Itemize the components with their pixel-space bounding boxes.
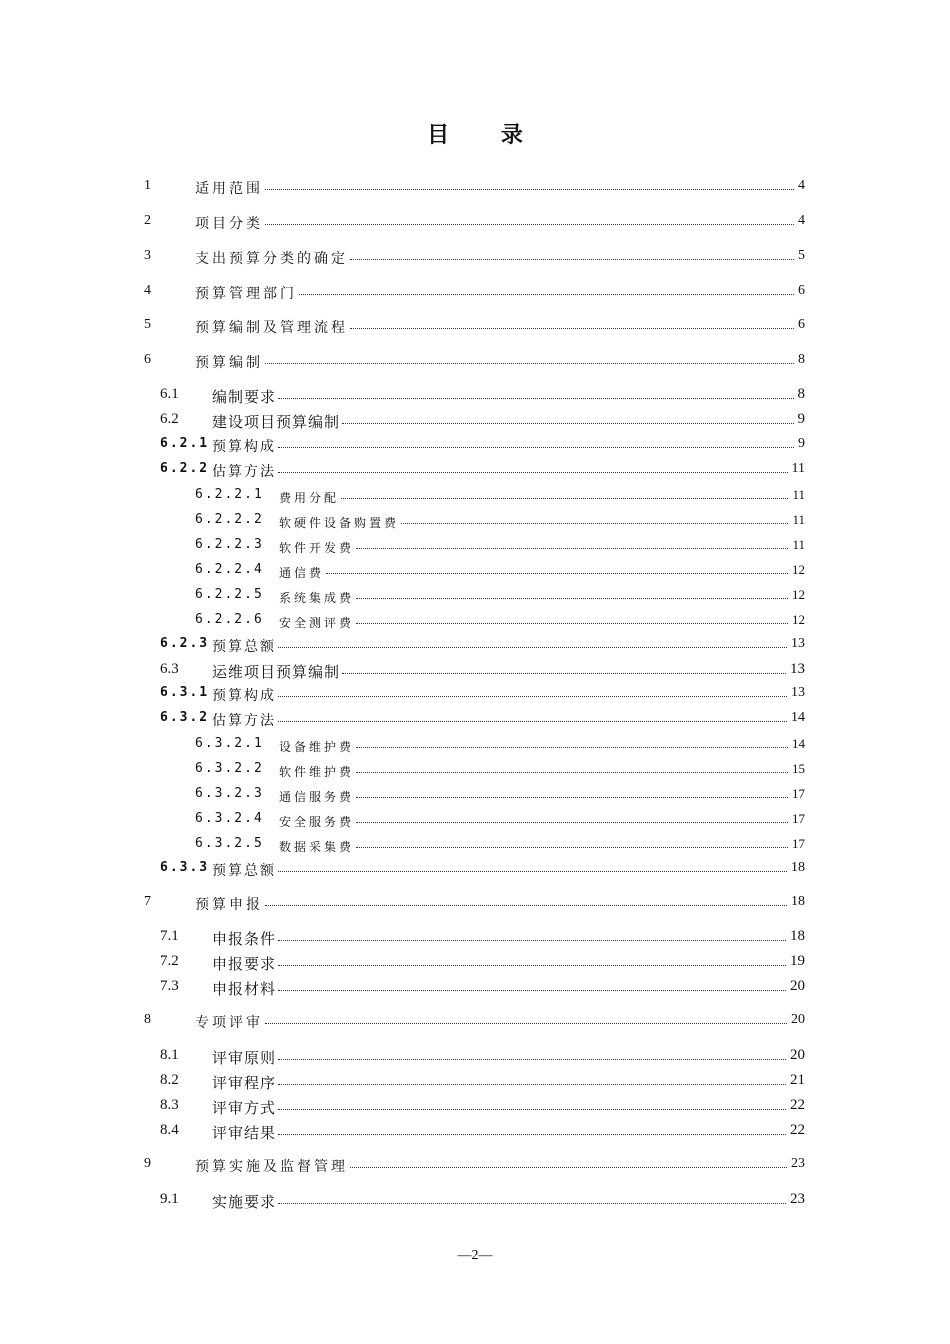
toc-entry-number: 7.2 (160, 953, 179, 969)
toc-entry-page-number: 17 (792, 811, 805, 826)
dot-leader (326, 559, 788, 574)
toc-entry-page-number: 18 (791, 860, 805, 875)
toc-entry-title: 申报要求 (212, 955, 277, 973)
dot-leader (278, 1070, 786, 1085)
dot-leader (341, 484, 788, 499)
dot-leader (265, 891, 787, 906)
toc-entry-page-number: 22 (790, 1097, 805, 1113)
toc-entry-title: 预算管理部门 (195, 286, 297, 302)
toc-entry-page-number: 8 (797, 386, 805, 402)
toc-entry[interactable] (0, 1097, 950, 1119)
dot-leader (278, 1189, 786, 1204)
toc-entry-title: 估算方法 (212, 713, 276, 729)
toc-entry-number: 6.3 (160, 661, 179, 677)
toc-entry-title: 预算总额 (212, 639, 276, 655)
toc-entry-page-number: 12 (792, 562, 805, 577)
toc-entry-title: 软硬件设备购置费 (279, 516, 400, 530)
toc-entry[interactable] (0, 411, 950, 433)
toc-entry-page-number: 17 (792, 836, 805, 851)
toc-entry-title: 系统集成费 (279, 591, 355, 605)
dot-leader (265, 349, 794, 364)
toc-entry-number: 6.3.2 (160, 710, 210, 725)
toc-entry-page-number: 13 (791, 685, 805, 700)
dot-leader (278, 384, 793, 399)
toc-entry[interactable] (0, 487, 950, 509)
toc-entry-title: 安全服务费 (279, 815, 355, 829)
toc-entry-title: 预算申报 (195, 897, 263, 913)
toc-entry-number: 6.3.2.2 (195, 761, 264, 776)
toc-entry[interactable] (0, 860, 950, 882)
toc-entry-number: 6.1 (160, 386, 179, 402)
toc-entry[interactable] (0, 562, 950, 584)
toc-entry-page-number: 12 (792, 587, 805, 602)
toc-entry-page-number: 11 (792, 537, 805, 552)
toc-entry-page-number: 20 (790, 978, 805, 994)
toc-entry-number: 4 (144, 283, 151, 298)
toc-entry[interactable] (0, 1191, 950, 1213)
toc-entry-title: 预算编制及管理流程 (195, 320, 348, 336)
toc-entry[interactable] (0, 710, 950, 732)
toc-entry-number: 6.2.2.6 (195, 612, 264, 627)
dot-leader (278, 951, 786, 966)
toc-entry-title: 预算构成 (212, 688, 276, 704)
toc-entry-page-number: 21 (790, 1072, 805, 1088)
toc-entry[interactable] (0, 1012, 950, 1034)
toc-entry-page-number: 11 (791, 461, 805, 476)
toc-entry-title: 预算实施及监督管理 (195, 1159, 348, 1175)
toc-entry-number: 6.3.2.3 (195, 786, 264, 801)
dot-leader (278, 682, 787, 697)
dot-leader (356, 534, 788, 549)
toc-entry-number: 8.1 (160, 1047, 179, 1063)
toc-entry[interactable] (0, 1156, 950, 1178)
toc-entry-number: 6.3.3 (160, 860, 210, 875)
toc-entry-title: 预算总额 (212, 863, 276, 879)
dot-leader (356, 584, 788, 599)
toc-entry-number: 7.3 (160, 978, 179, 994)
dot-leader (278, 1120, 786, 1135)
toc-entry-title: 数据采集费 (279, 840, 355, 854)
toc-entry[interactable] (0, 352, 950, 374)
toc-entry-title: 适用范围 (195, 181, 263, 197)
toc-entry-page-number: 14 (792, 736, 805, 751)
toc-entry-title: 通信费 (279, 566, 325, 580)
toc-entry-page-number: 18 (791, 894, 805, 909)
toc-entry[interactable] (0, 248, 950, 270)
toc-entry[interactable] (0, 512, 950, 534)
page-number-footer: —2— (457, 1248, 493, 1263)
toc-entry[interactable] (0, 317, 950, 339)
toc-entry-title: 软件开发费 (279, 541, 355, 555)
toc-entry-page-number: 4 (798, 178, 805, 193)
dot-leader (278, 633, 787, 648)
toc-entry[interactable] (0, 1122, 950, 1144)
toc-entry-number: 7 (144, 894, 151, 909)
dot-leader (350, 314, 794, 329)
toc-entry-title: 设备维护费 (279, 740, 355, 754)
toc-entry-title: 评审结果 (212, 1124, 277, 1142)
toc-entry-number: 6.3.2.4 (195, 811, 264, 826)
toc-entry-number: 6.2 (160, 411, 179, 427)
toc-entry-title: 建设项目预算编制 (212, 413, 341, 431)
toc-entry-page-number: 11 (792, 487, 805, 502)
toc-entry-number: 6.3.2.1 (195, 736, 264, 751)
toc-entry-page-number: 8 (798, 352, 805, 367)
toc-entry-title: 运维项目预算编制 (212, 663, 341, 681)
toc-entry-title: 实施要求 (212, 1193, 277, 1211)
dot-leader (356, 609, 788, 624)
toc-entry-page-number: 9 (797, 411, 805, 427)
toc-entry-page-number: 22 (790, 1122, 805, 1138)
toc-entry[interactable] (0, 685, 950, 707)
toc-entry[interactable] (0, 612, 950, 634)
dot-leader (342, 659, 786, 674)
toc-entry-number: 6.2.2 (160, 461, 210, 476)
dot-leader (356, 808, 788, 823)
toc-entry[interactable] (0, 283, 950, 305)
toc-entry[interactable] (0, 1047, 950, 1069)
toc-entry-page-number: 18 (790, 928, 805, 944)
toc-entry[interactable] (0, 213, 950, 235)
toc-entry-number: 5 (144, 317, 151, 332)
toc-entry[interactable] (0, 587, 950, 609)
toc-entry-title: 估算方法 (212, 464, 276, 480)
toc-entry-number: 8.2 (160, 1072, 179, 1088)
toc-entry-number: 6.2.2.5 (195, 587, 264, 602)
toc-entry-title: 评审方式 (212, 1099, 277, 1117)
dot-leader (278, 1095, 786, 1110)
toc-entry-title: 通信服务费 (279, 790, 355, 804)
toc-entry-page-number: 23 (791, 1156, 805, 1171)
toc-entry-number: 6.2.3 (160, 636, 210, 651)
toc-entry-page-number: 13 (790, 661, 805, 677)
dot-leader (278, 857, 787, 872)
dot-leader (401, 509, 788, 524)
toc-entry[interactable] (0, 636, 950, 658)
toc-entry-number: 6.3.2.5 (195, 836, 264, 851)
dot-leader (356, 783, 788, 798)
dot-leader (350, 245, 794, 260)
dot-leader (278, 458, 788, 473)
dot-leader (356, 733, 788, 748)
toc-entry[interactable] (0, 436, 950, 458)
toc-entry-title: 编制要求 (212, 388, 277, 406)
toc-entry-title: 安全测评费 (279, 616, 355, 630)
toc-entry-number: 1 (144, 178, 151, 193)
dot-leader (278, 976, 786, 991)
toc-entry[interactable] (0, 928, 950, 950)
dot-leader (299, 280, 794, 295)
toc-entry-page-number: 6 (798, 283, 805, 298)
toc-entry-page-number: 13 (791, 636, 805, 651)
page-title: 目 录 (427, 122, 545, 148)
dot-leader (342, 409, 793, 424)
toc-entry[interactable] (0, 811, 950, 833)
toc-entry[interactable] (0, 736, 950, 758)
toc-entry-title: 评审原则 (212, 1049, 277, 1067)
toc-entry-number: 3 (144, 248, 151, 263)
toc-entry[interactable] (0, 894, 950, 916)
toc-entry-title: 软件维护费 (279, 765, 355, 779)
toc-entry-number: 9.1 (160, 1191, 179, 1207)
dot-leader (278, 433, 794, 448)
toc-entry[interactable] (0, 461, 950, 483)
toc-entry-number: 6.2.1 (160, 436, 210, 451)
toc-entry-page-number: 5 (798, 248, 805, 263)
dot-leader (278, 707, 787, 722)
toc-entry[interactable] (0, 178, 950, 200)
toc-entry-page-number: 12 (792, 612, 805, 627)
dot-leader (356, 758, 788, 773)
dot-leader (350, 1153, 787, 1168)
toc-entry[interactable] (0, 761, 950, 783)
toc-entry-page-number: 11 (792, 512, 805, 527)
toc-entry[interactable] (0, 1072, 950, 1094)
toc-entry-page-number: 9 (798, 436, 805, 451)
toc-entry-number: 8.3 (160, 1097, 179, 1113)
dot-leader (356, 833, 788, 848)
toc-entry-number: 9 (144, 1156, 151, 1171)
toc-entry-title: 费用分配 (279, 491, 340, 505)
toc-entry-title: 预算编制 (195, 355, 263, 371)
toc-entry[interactable] (0, 978, 950, 1000)
toc-entry-number: 7.1 (160, 928, 179, 944)
toc-entry-title: 申报材料 (212, 980, 277, 998)
toc-entry[interactable] (0, 386, 950, 408)
toc-entry-number: 6.2.2.2 (195, 512, 264, 527)
toc-entry[interactable] (0, 953, 950, 975)
toc-entry[interactable] (0, 661, 950, 683)
toc-entry[interactable] (0, 836, 950, 858)
toc-entry-page-number: 23 (790, 1191, 805, 1207)
toc-entry-title: 预算构成 (212, 439, 276, 455)
toc-entry-page-number: 17 (792, 786, 805, 801)
toc-entry[interactable] (0, 537, 950, 559)
toc-entry-page-number: 15 (792, 761, 805, 776)
toc-entry-number: 8.4 (160, 1122, 179, 1138)
toc-entry-number: 6.2.2.3 (195, 537, 264, 552)
toc-entry-title: 项目分类 (195, 216, 263, 232)
toc-entry-number: 2 (144, 213, 151, 228)
dot-leader (265, 1009, 787, 1024)
dot-leader (265, 175, 794, 190)
toc-entry-number: 6.3.1 (160, 685, 210, 700)
toc-entry-title: 申报条件 (212, 930, 277, 948)
toc-entry-number: 8 (144, 1012, 151, 1027)
toc-entry-page-number: 19 (790, 953, 805, 969)
toc-entry-number: 6.2.2.1 (195, 487, 264, 502)
dot-leader (278, 926, 786, 941)
toc-entry-number: 6.2.2.4 (195, 562, 264, 577)
dot-leader (278, 1045, 786, 1060)
toc-entry[interactable] (0, 786, 950, 808)
dot-leader (265, 210, 794, 225)
toc-entry-title: 评审程序 (212, 1074, 277, 1092)
toc-entry-title: 专项评审 (195, 1015, 263, 1031)
toc-entry-number: 6 (144, 352, 151, 367)
toc-entry-page-number: 20 (790, 1047, 805, 1063)
toc-entry-title: 支出预算分类的确定 (195, 251, 348, 267)
toc-entry-page-number: 20 (791, 1012, 805, 1027)
toc-entry-page-number: 14 (791, 710, 805, 725)
toc-entry-page-number: 6 (798, 317, 805, 332)
toc-entry-page-number: 4 (798, 213, 805, 228)
